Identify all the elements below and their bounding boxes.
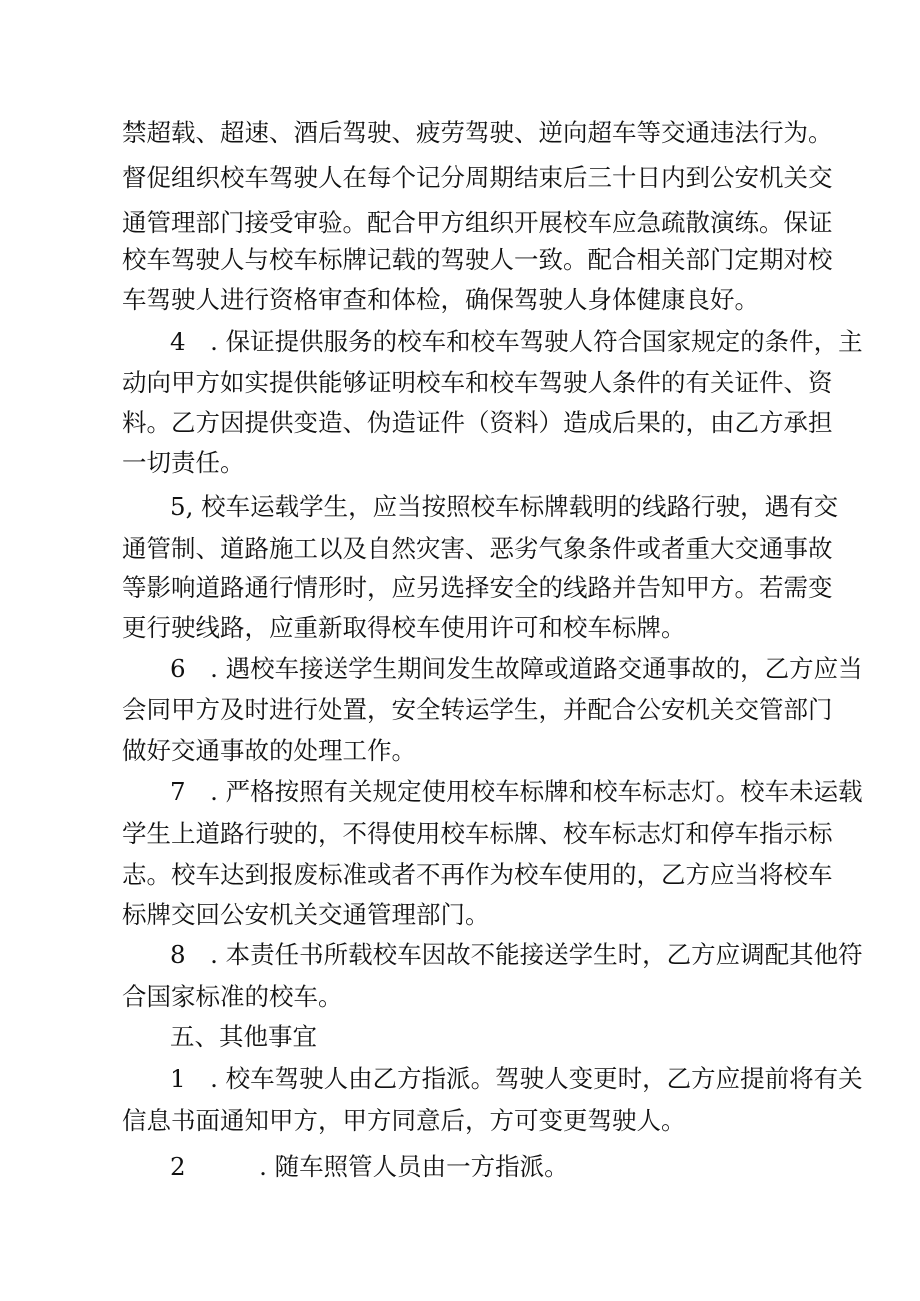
text-line: 督促组织校车驾驶人在每个记分周期结束后三十日内到公安机关交	[122, 163, 833, 192]
text-line: 更行驶线路，应重新取得校车使用许可和校车标牌。	[122, 613, 686, 642]
text-line: 通管制、道路施工以及自然灾害、恶劣气象条件或者重大交通事故	[122, 534, 833, 563]
text-line: 1 . 校车驾驶人由乙方指派。驾驶人变更时，乙方应提前将有关	[170, 1064, 863, 1093]
text-line: 5, 校车运载学生，应当按照校车标牌载明的线路行驶，遇有交	[170, 492, 839, 521]
section-heading: 五、其他事宜	[170, 1022, 317, 1051]
text-line: 2 . 随车照管人员由一方指派。	[170, 1152, 569, 1181]
text-line: 学生上道路行驶的，不得使用校车标牌、校车标志灯和停车指示标	[122, 819, 833, 848]
text-line: 一切责任。	[122, 448, 245, 477]
text-line: 信息书面通知甲方，甲方同意后，方可变更驾驶人。	[122, 1106, 686, 1135]
text-line: 动向甲方如实提供能够证明校车和校车驾驶人条件的有关证件、资	[122, 368, 833, 397]
text-line: 会同甲方及时进行处置，安全转运学生，并配合公安机关交管部门	[122, 695, 833, 724]
text-line: 合国家标准的校车。	[122, 982, 343, 1011]
text-line: 志。校车达到报废标准或者不再作为校车使用的，乙方应当将校车	[122, 860, 833, 889]
text-line: 通管理部门接受审验。配合甲方组织开展校车应急疏散演练。保证	[122, 208, 833, 237]
text-line: 标牌交回公安机关交通管理部门。	[122, 900, 490, 929]
text-line: 禁超载、超速、酒后驾驶、疲劳驾驶、逆向超车等交通违法行为。	[122, 118, 833, 147]
text-line: 做好交通事故的处理工作。	[122, 736, 416, 765]
text-line: 6 . 遇校车接送学生期间发生故障或道路交通事故的，乙方应当	[170, 654, 863, 683]
text-line: 7 . 严格按照有关规定使用校车标牌和校车标志灯。校车未运载	[170, 777, 863, 806]
text-line: 8 . 本责任书所载校车因故不能接送学生时，乙方应调配其他符	[170, 940, 863, 969]
text-line: 料。乙方因提供变造、伪造证件（资料）造成后果的，由乙方承担	[122, 408, 833, 437]
text-line: 校车驾驶人与校车标牌记载的驾驶人一致。配合相关部门定期对校	[122, 245, 833, 274]
text-line: 4 . 保证提供服务的校车和校车驾驶人符合国家规定的条件，主	[170, 327, 863, 356]
text-line: 等影响道路通行情形时，应另选择安全的线路并告知甲方。若需变	[122, 573, 833, 602]
text-line: 车驾驶人进行资格审查和体检，确保驾驶人身体健康良好。	[122, 285, 759, 314]
